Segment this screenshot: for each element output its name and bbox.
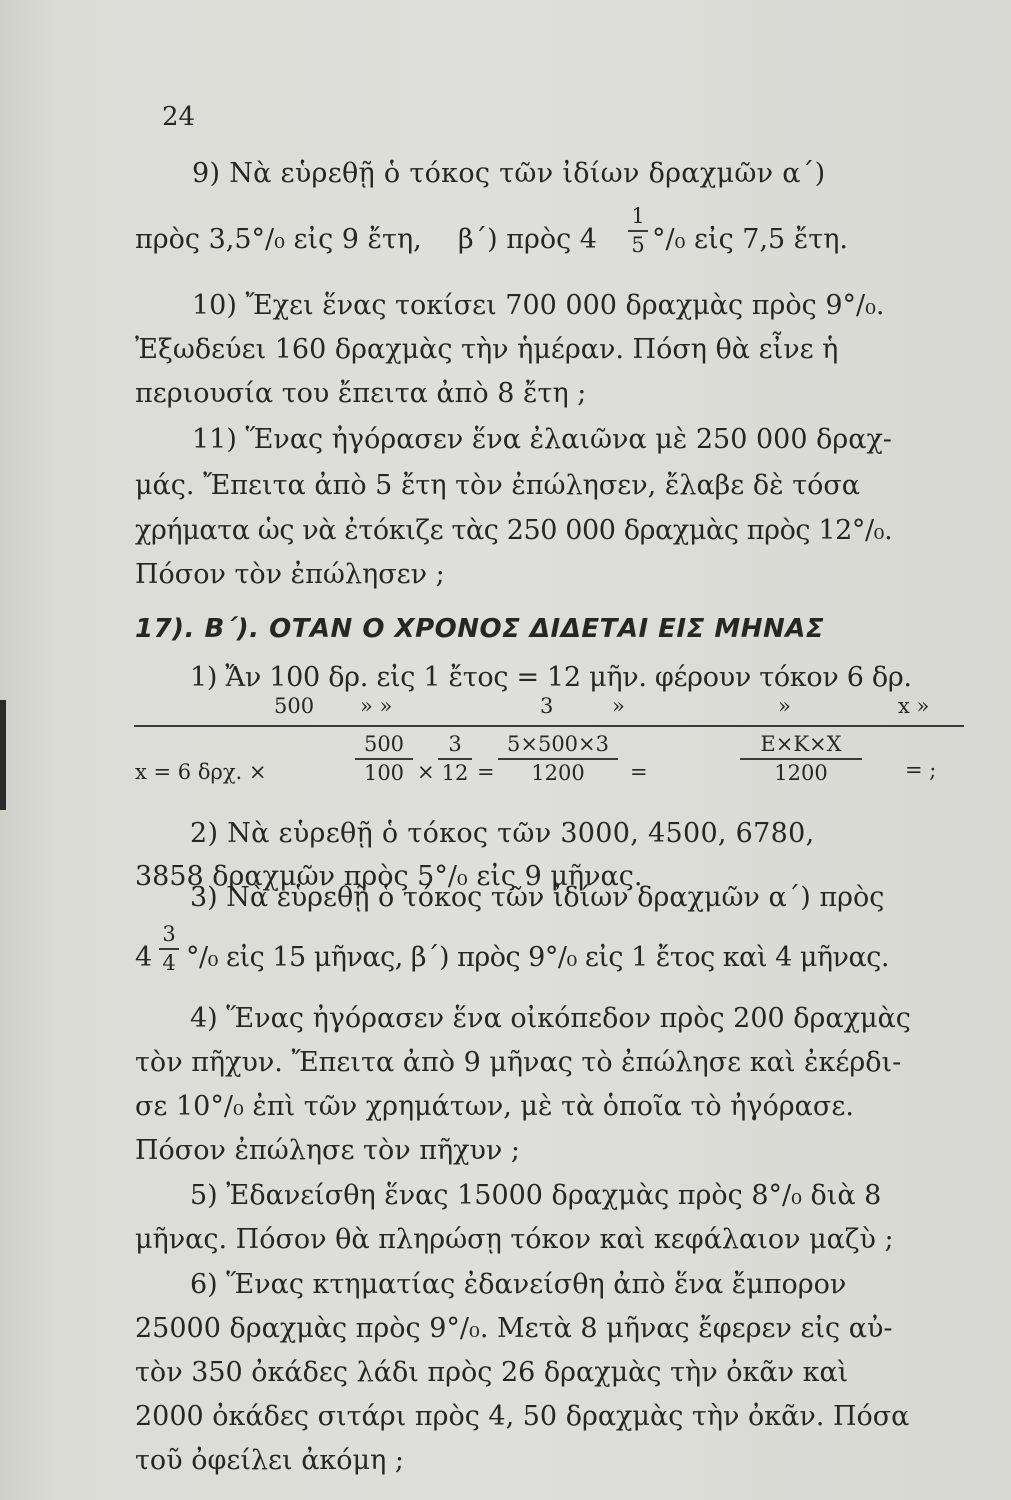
formula-lhs: x = 6 δρχ. × <box>135 760 267 784</box>
problem-4-line-1: 4) Ἕνας ἠγόρασεν ἕνα οἰκόπεδον πρὸς 200 δραχμὰς <box>190 1003 911 1034</box>
fraction-numerator: 500 <box>363 732 405 756</box>
rule-value-500: 500 <box>274 694 315 718</box>
formula-times: × <box>417 760 435 784</box>
binding-edge <box>0 700 6 810</box>
fraction-denominator: 1200 <box>774 760 828 785</box>
problem-2-line-2: 3858 δραχμῶν πρὸς 5°/₀ εἰς 9 μῆνας. <box>135 861 643 892</box>
problem-6-line-4: 2000 ὀκάδες σιτάρι πρὸς 4, 50 δραχμὰς τὴν ὀκᾶν. Πόσα <box>135 1401 910 1432</box>
fraction-numerator: Ε×Κ×Χ <box>760 732 842 756</box>
fraction-bar <box>628 230 648 232</box>
problem-10-line-2: Ἐξωδεύει 160 δραχμὰς τὴν ἡμέραν. Πόση θὰ εἶνε ἡ <box>135 334 839 365</box>
fraction-numerator: 3 <box>448 732 462 756</box>
fraction-denominator: 5 <box>631 232 645 257</box>
problem-3-fraction <box>159 924 179 974</box>
problem-11-line-2: μάς. Ἔπειτα ἀπὸ 5 ἔτη τὸν ἐπώλησεν, ἔλαβε δὲ τόσα <box>135 470 861 501</box>
page-number: 24 <box>162 102 196 132</box>
formula-equals-2: = <box>630 760 648 784</box>
problem-6-line-5: τοῦ ὀφείλει ἀκόμη ; <box>135 1445 404 1476</box>
problem-5-line-1: 5) Ἐδανείσθη ἕνας 15000 δραχμὰς πρὸς 8°/₀ διὰ 8 <box>190 1180 882 1211</box>
problem-9-line-2c: °/₀ εἰς 7,5 ἔτη. <box>652 224 848 255</box>
problem-6-line-1: 6) Ἕνας κτηματίας ἐδανείσθη ἀπὸ ἕνα ἔμπορον <box>190 1269 847 1300</box>
section-heading: 17). Β΄). ΟΤΑΝ Ο ΧΡΟΝΟΣ ΔΙΔΕΤΑΙ ΕΙΣ ΜΗΝΑΣ <box>135 614 825 644</box>
fraction-bar <box>438 758 472 760</box>
fraction-denominator: 1200 <box>531 760 585 785</box>
problem-6-line-3: τὸν 350 ὀκάδες λάδι πρὸς 26 δραχμὰς τὴν ὀκᾶν καὶ <box>135 1357 849 1388</box>
problem-10-line-1: 10) Ἔχει ἕνας τοκίσει 700 000 δραχμὰς πρὸς 9°/₀. <box>192 290 885 321</box>
problem-4-line-4: Πόσον ἐπώλησε τὸν πῆχυν ; <box>135 1135 521 1166</box>
rule-ditto-3: » <box>778 694 791 718</box>
rule-ditto-1: » » <box>360 694 393 718</box>
rule-unknown-x: x » <box>898 694 930 718</box>
formula-tail: = ; <box>905 758 937 782</box>
problem-3-line-1: 3) Νὰ εὑρεθῇ ὁ τόκος τῶν ἰδίων δραχμῶν α΄) πρὸς <box>190 882 885 913</box>
problem-9-line-2a: πρὸς 3,5°/₀ εἰς 9 ἔτη, <box>135 224 422 255</box>
problem-4-line-2: τὸν πῆχυν. Ἔπειτα ἀπὸ 9 μῆνας τὸ ἐπώλησε καὶ ἐκέρδι- <box>135 1047 902 1078</box>
fraction-bar <box>740 758 862 760</box>
rule-ditto-2: » <box>612 694 625 718</box>
problem-4-line-3: σε 10°/₀ ἐπὶ τῶν χρημάτων, μὲ τὰ ὁποῖα τὸ ἠγόρασε. <box>135 1091 854 1122</box>
problem-10-line-3: περιουσία του ἔπειτα ἀπὸ 8 ἔτη ; <box>135 378 587 409</box>
fraction-denominator: 100 <box>363 760 405 785</box>
fraction-numerator: 3 <box>162 922 176 946</box>
problem-11-line-3: χρήματα ὡς νὰ ἐτόκιζε τὰς 250 000 δραχμὰς πρὸς 12°/₀. <box>135 515 893 546</box>
formula-fraction-3 <box>498 734 618 784</box>
problem-6-line-2: 25000 δραχμὰς πρὸς 9°/₀. Μετὰ 8 μῆνας ἔφερεν εἰς αὐ- <box>135 1313 893 1344</box>
problem-3-whole: 4 <box>135 942 153 973</box>
problem-5-line-2: μῆνας. Πόσον θὰ πληρώσῃ τόκον καὶ κεφάλαιον μαζὺ ; <box>135 1224 894 1255</box>
rule-line-1: 1) Ἄν 100 δρ. εἰς 1 ἔτος = 12 μῆν. φέρουν τόκον 6 δρ. <box>190 662 912 693</box>
fraction-bar <box>498 758 618 760</box>
rule-value-3: 3 <box>540 694 554 718</box>
formula-equals-1: = <box>477 760 495 784</box>
problem-9-line-1: 9) Νὰ εὑρεθῇ ὁ τόκος τῶν ἰδίων δραχμῶν α΄) <box>192 158 826 189</box>
problem-3-line-2: °/₀ εἰς 15 μῆνας, β΄) πρὸς 9°/₀ εἰς 1 ἔτος καὶ 4 μῆνας. <box>186 942 889 973</box>
problem-11-line-1: 11) Ἕνας ἠγόρασεν ἕνα ἐλαιῶνα μὲ 250 000 δραχ- <box>192 424 892 455</box>
fraction-bar <box>355 758 413 760</box>
problem-11-line-4: Πόσον τὸν ἐπώλησεν ; <box>135 559 445 590</box>
fraction-bar <box>159 948 179 950</box>
problem-2-line-1: 2) Νὰ εὑρεθῇ ὁ τόκος τῶν 3000, 4500, 6780, <box>190 818 815 849</box>
formula-fraction-1 <box>355 734 413 784</box>
problem-9-line-2b: β΄) πρὸς 4 <box>458 224 597 255</box>
problem-9-fraction <box>628 206 648 256</box>
horizontal-rule <box>134 725 964 727</box>
fraction-denominator: 4 <box>162 950 176 975</box>
formula-fraction-2 <box>438 734 472 784</box>
formula-fraction-4 <box>740 734 862 784</box>
fraction-denominator: 12 <box>441 760 469 785</box>
fraction-numerator: 1 <box>631 204 645 228</box>
fraction-numerator: 5×500×3 <box>507 732 609 756</box>
